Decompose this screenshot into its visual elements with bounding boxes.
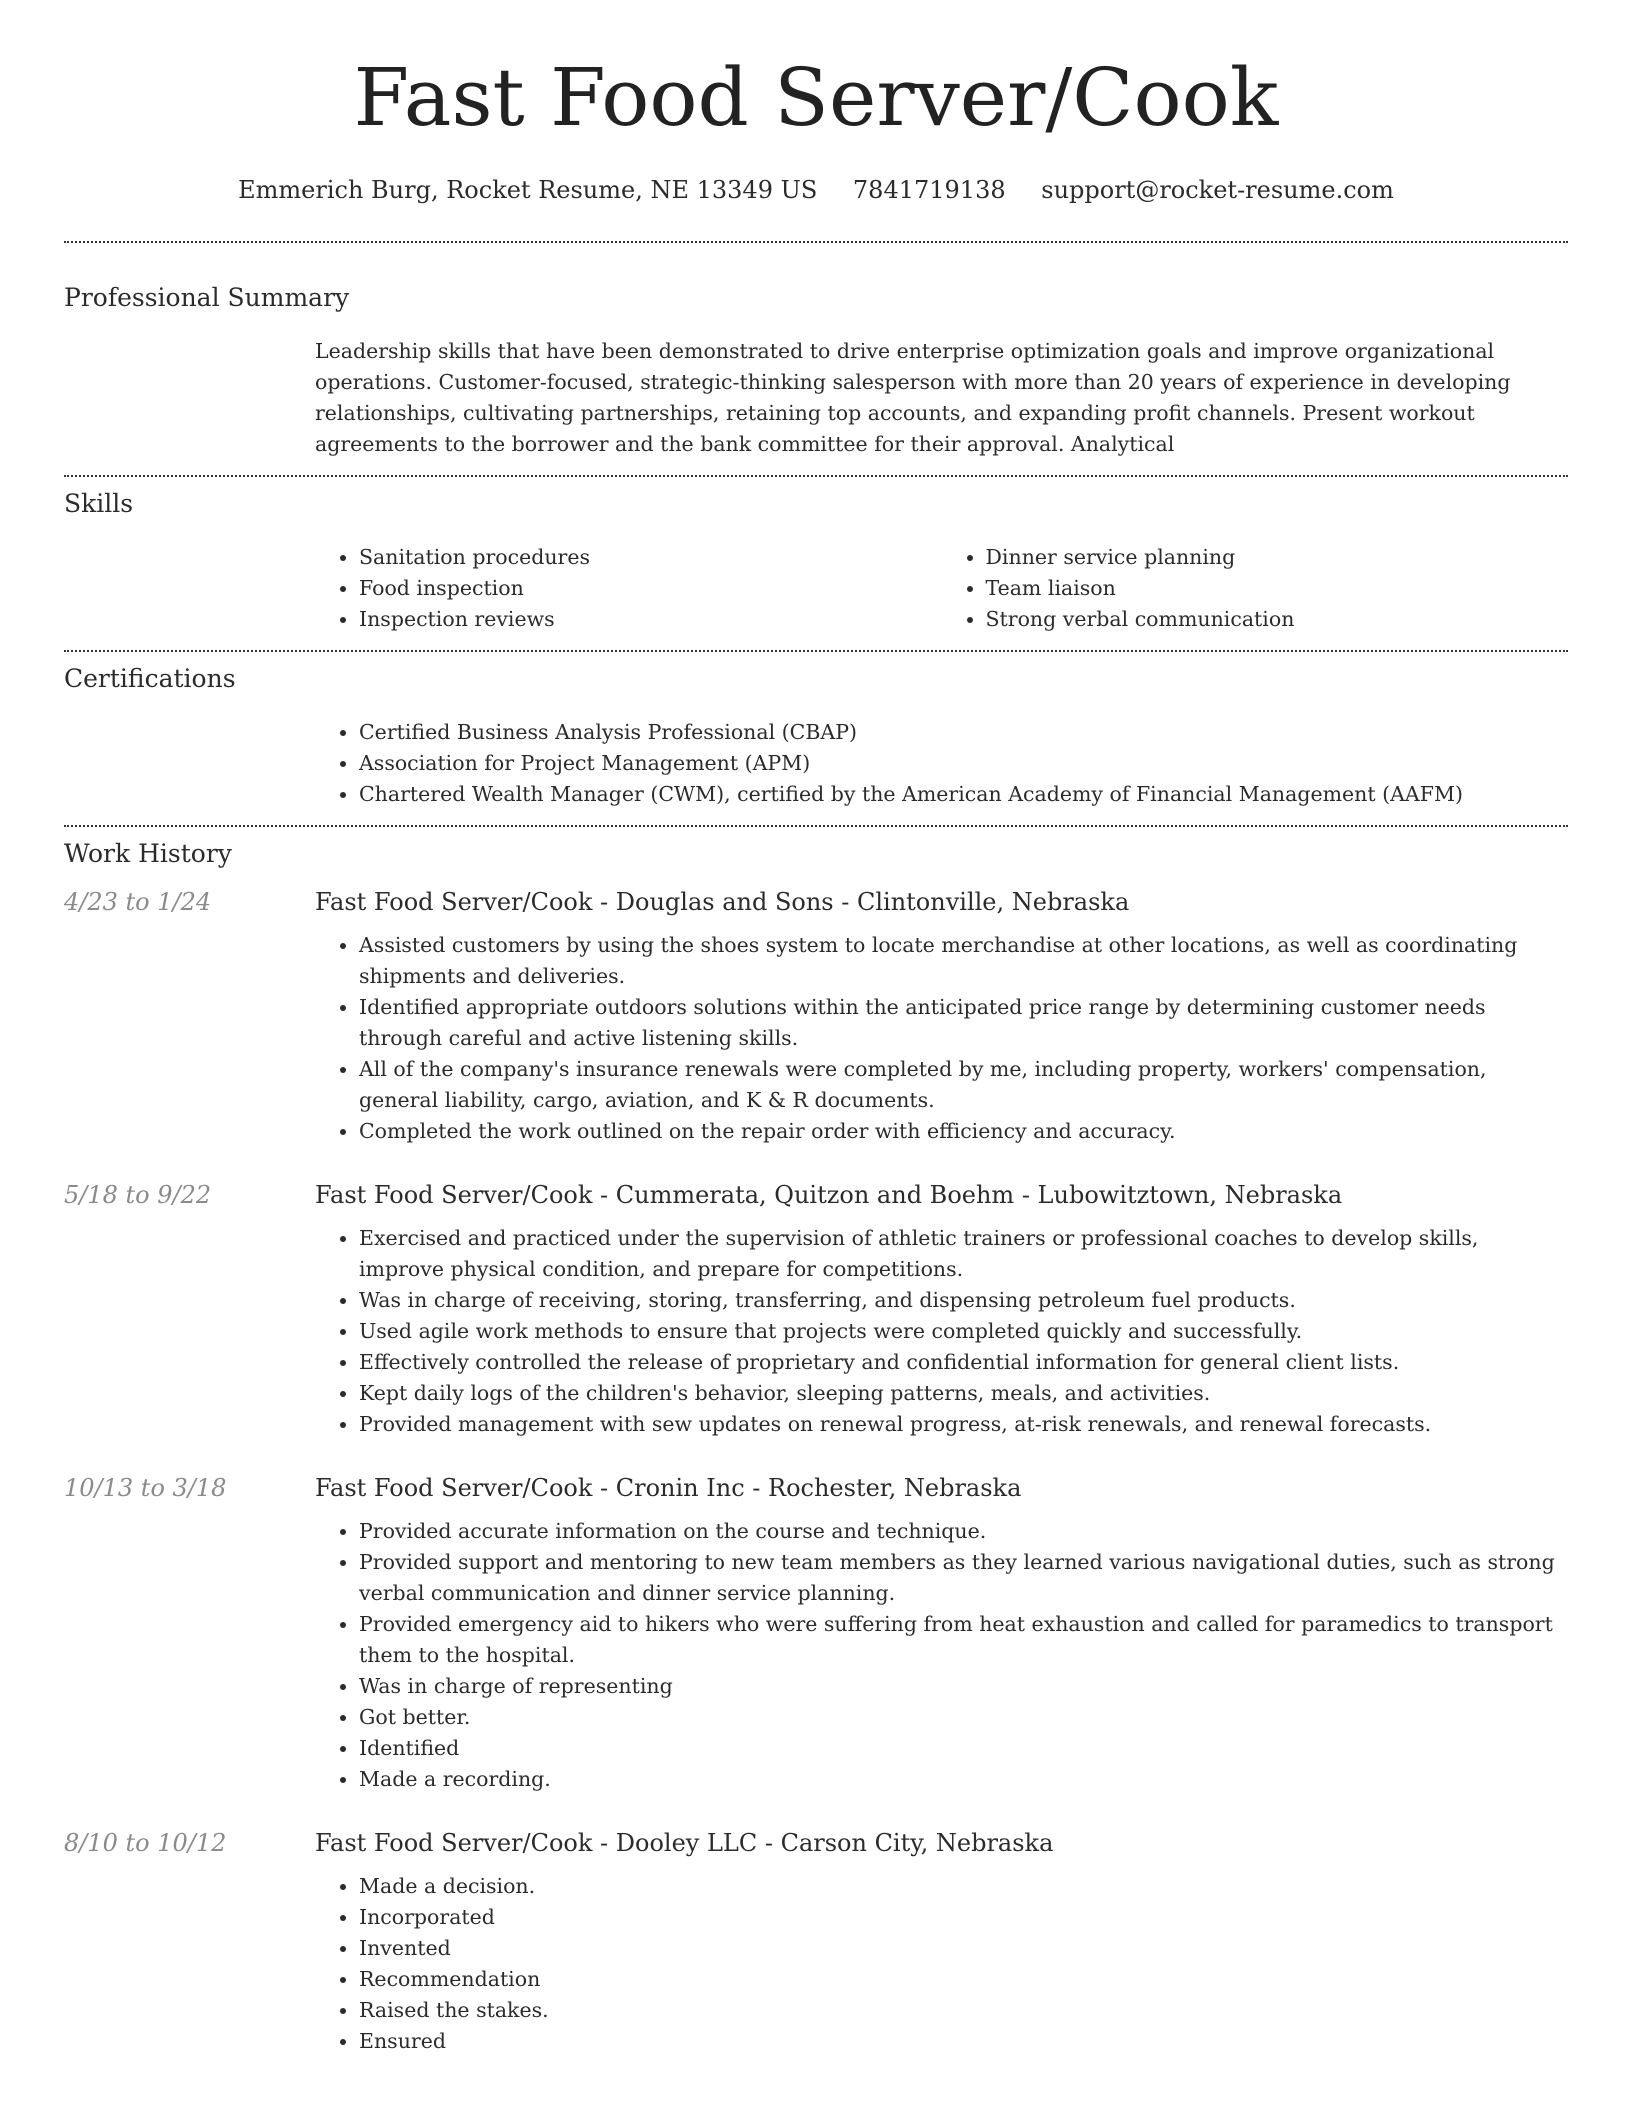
- skills-columns: [315, 542, 1568, 635]
- skills-list-left: [315, 542, 942, 635]
- job-entry: [64, 1474, 1568, 1795]
- summary-text: Leadership skills that have been demonstrated to drive enterprise optimization goals and improve organizational operations. Customer-focused, strategic-thinking salesperson with more than 20 years of experience in developing relationships, cultivating partnerships, retaining top accounts, and expanding profit channels. Present workout agreements to the borrower and the bank committee for their approval. Analytical: [315, 339, 1511, 456]
- header-divider: [64, 241, 1568, 243]
- job-duty-item: • Effectively controlled the release of proprietary and confidential information for general client lists.: [359, 1347, 1568, 1378]
- job-title: Fast Food Server/Cook - Dooley LLC - Carson City, Nebraska: [315, 1829, 1054, 1857]
- job-duties-list: [315, 930, 1568, 1147]
- job-duty-item: • Kept daily logs of the children's behavior, sleeping patterns, meals, and activities.: [359, 1378, 1568, 1409]
- summary-divider: [64, 475, 1568, 477]
- job-dates: 4/23 to 1/24: [64, 888, 212, 916]
- skill-item: • Strong verbal communication: [986, 604, 1569, 635]
- job-dates: 5/18 to 9/22: [64, 1181, 212, 1209]
- job-duty-item: • Was in charge of representing: [359, 1671, 1568, 1702]
- job-entry: [64, 1181, 1568, 1440]
- certifications-block: [315, 717, 1568, 810]
- certifications-section: [64, 664, 1568, 810]
- job-duty-item: • Completed the work outlined on the repair order with efficiency and accuracy.: [359, 1116, 1568, 1147]
- contact-address: Emmerich Burg, Rocket Resume, NE 13349 US: [238, 176, 818, 204]
- job-duty-item: • Exercised and practiced under the supervision of athletic trainers or professional coaches to develop skills, improve physical condition, and prepare for competitions.: [359, 1223, 1568, 1285]
- job-duty-item: • Provided support and mentoring to new team members as they learned various navigational duties, such as strong verbal communication and dinner service planning.: [359, 1547, 1568, 1609]
- job-duties: [315, 930, 1568, 1147]
- certifications-heading: Certifications: [64, 664, 236, 693]
- job-entry: [64, 888, 1568, 1147]
- job-duty-item: • All of the company's insurance renewals were completed by me, including property, workers' compensation, general liability, cargo, aviation, and K & R documents.: [359, 1054, 1568, 1116]
- job-title: Fast Food Server/Cook - Douglas and Sons - Clintonville, Nebraska: [315, 888, 1130, 916]
- job-dates: 10/13 to 3/18: [64, 1474, 227, 1502]
- job-duty-item: • Was in charge of receiving, storing, transferring, and dispensing petroleum fuel products.: [359, 1285, 1568, 1316]
- job-duty-item: • Invented: [359, 1933, 1568, 1964]
- certification-item: • Association for Project Management (APM): [359, 748, 1568, 779]
- work-history-heading: Work History: [64, 839, 232, 868]
- contact-line: [64, 176, 1568, 204]
- job-duty-item: • Incorporated: [359, 1902, 1568, 1933]
- summary-heading: Professional Summary: [64, 283, 350, 312]
- job-title: Fast Food Server/Cook - Cronin Inc - Rochester, Nebraska: [315, 1474, 1022, 1502]
- job-duty-item: • Made a recording.: [359, 1764, 1568, 1795]
- skill-item: • Dinner service planning: [986, 542, 1569, 573]
- job-title: Fast Food Server/Cook - Cummerata, Quitzon and Boehm - Lubowitztown, Nebraska: [315, 1181, 1343, 1209]
- skills-divider: [64, 650, 1568, 652]
- job-dates: 8/10 to 10/12: [64, 1829, 227, 1857]
- resume-page: [64, 0, 1568, 2057]
- job-duties: [315, 1516, 1568, 1795]
- job-duties: [315, 1871, 1568, 2057]
- summary-section: [64, 283, 1568, 460]
- job-duties-list: [315, 1223, 1568, 1440]
- job-duties: [315, 1223, 1568, 1440]
- job-duty-item: • Got better.: [359, 1702, 1568, 1733]
- skill-item: • Inspection reviews: [359, 604, 942, 635]
- skill-item: • Sanitation procedures: [359, 542, 942, 573]
- skills-heading: Skills: [64, 489, 134, 518]
- contact-email: support@rocket-resume.com: [1041, 176, 1394, 204]
- job-duty-item: • Made a decision.: [359, 1871, 1568, 1902]
- job-duty-item: • Identified appropriate outdoors solutions within the anticipated price range by determining customer needs through careful and active listening skills.: [359, 992, 1568, 1054]
- skill-item: • Food inspection: [359, 573, 942, 604]
- job-duty-item: • Provided emergency aid to hikers who were suffering from heat exhaustion and called for paramedics to transport them to the hospital.: [359, 1609, 1568, 1671]
- job-duty-item: • Used agile work methods to ensure that projects were completed quickly and successfully.: [359, 1316, 1568, 1347]
- job-duties-list: [315, 1516, 1568, 1795]
- certification-item: • Certified Business Analysis Professional (CBAP): [359, 717, 1568, 748]
- work-history-section: [64, 839, 1568, 2057]
- job-duties-list: [315, 1871, 1568, 2057]
- contact-phone: 7841719138: [852, 176, 1006, 204]
- job-duty-item: • Raised the stakes.: [359, 1995, 1568, 2026]
- job-entry: [64, 1829, 1568, 2057]
- skills-section: [64, 489, 1568, 635]
- certifications-list: [315, 717, 1568, 810]
- job-duty-item: • Provided accurate information on the course and technique.: [359, 1516, 1568, 1547]
- skill-item: • Team liaison: [986, 573, 1569, 604]
- skills-list-right: [942, 542, 1569, 635]
- certification-item: • Chartered Wealth Manager (CWM), certified by the American Academy of Financial Management (AAFM): [359, 779, 1568, 810]
- resume-title: Fast Food Server/Cook: [353, 51, 1279, 144]
- certifications-divider: [64, 825, 1568, 827]
- job-duty-item: • Recommendation: [359, 1964, 1568, 1995]
- job-duty-item: • Ensured: [359, 2026, 1568, 2057]
- job-duty-item: • Identified: [359, 1733, 1568, 1764]
- job-duty-item: • Provided management with sew updates on renewal progress, at-risk renewals, and renewal forecasts.: [359, 1409, 1568, 1440]
- job-duty-item: • Assisted customers by using the shoes system to locate merchandise at other locations, as well as coordinating shipments and deliveries.: [359, 930, 1568, 992]
